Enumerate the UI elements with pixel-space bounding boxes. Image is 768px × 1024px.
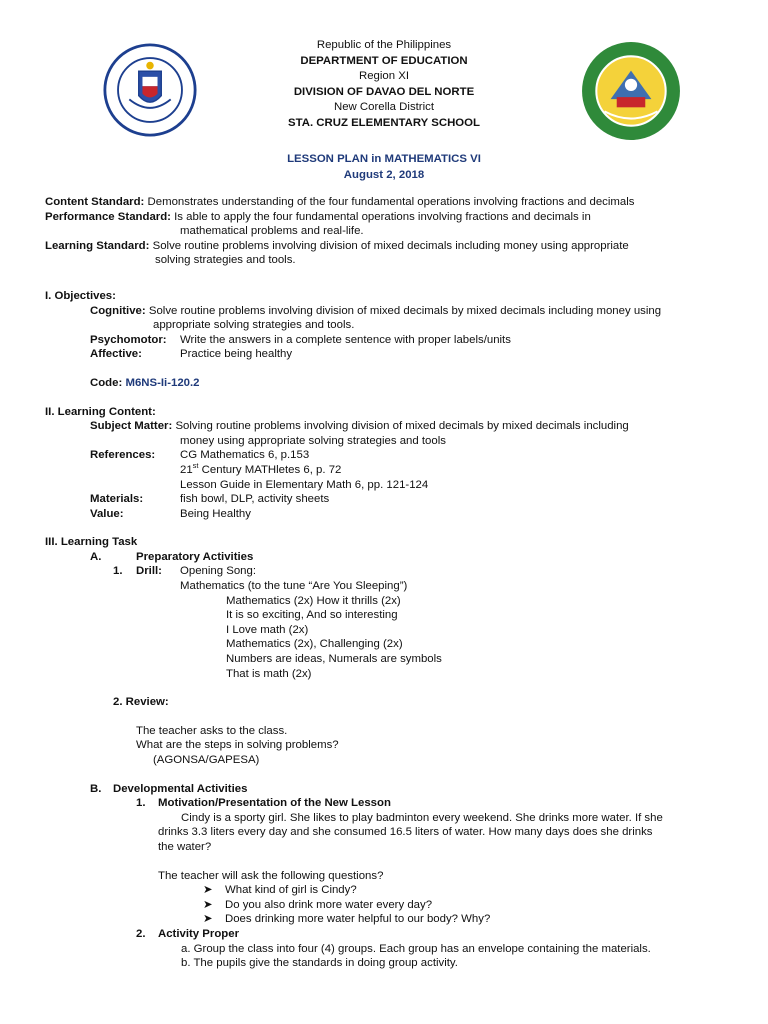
motivation-heading — [45, 796, 735, 811]
materials-text: fish bowl, DLP, activity sheets — [180, 493, 330, 506]
value-label: Value: — [90, 507, 124, 520]
song-lyrics — [45, 594, 735, 682]
list-item — [45, 912, 735, 927]
drill-label: Drill: — [136, 565, 162, 578]
materials-label: Materials: — [90, 493, 144, 506]
song-line: Mathematics (2x), Challenging (2x) — [226, 638, 403, 651]
performance-standard-text: Is able to apply the four fundamental operations involving fractions and decimals in — [174, 210, 591, 223]
reference-2-suffix: st — [192, 461, 199, 471]
lesson-body — [45, 195, 735, 971]
cognitive-label: Cognitive: — [90, 304, 146, 317]
psychomotor-text: Write the answers in a complete sentence with proper labels/units — [180, 333, 511, 346]
arrow-bullet-icon: ➤ — [203, 898, 213, 911]
code-value: M6NS-Ii-120.2 — [125, 376, 200, 389]
performance-standard — [45, 210, 735, 225]
list-item — [45, 898, 735, 913]
cognitive-objective — [45, 304, 735, 319]
objectives-heading: I. Objectives: — [45, 289, 116, 302]
objectives-table — [45, 333, 735, 362]
activity-item-a: a. Group the class into four (4) groups. Each group has an envelope containing the materials. — [181, 942, 651, 955]
lesson-date: August 2, 2018 — [343, 168, 425, 181]
review-label: 2. Review: — [113, 696, 169, 709]
subject-matter-cont: money using appropriate solving strategies and tools — [180, 434, 446, 447]
affective-label: Affective: — [90, 348, 142, 361]
story-line-3: the water? — [158, 840, 212, 853]
song-line: Numbers are ideas, Numerals are symbols — [226, 653, 442, 666]
psychomotor-label: Psychomotor: — [90, 333, 167, 346]
song-title: Mathematics (to the tune “Are You Sleeping”) — [180, 580, 408, 593]
learning-standard — [45, 239, 735, 254]
competency-code — [45, 376, 735, 391]
list-item — [45, 883, 735, 898]
questions-intro: The teacher will ask the following questions? — [158, 869, 384, 882]
learning-task-heading: III. Learning Task — [45, 536, 138, 549]
header-division: DIVISION OF DAVAO DEL NORTE — [293, 85, 475, 98]
preparatory-letter: A. — [90, 550, 102, 563]
drill-line — [45, 564, 735, 579]
subject-matter — [45, 419, 735, 434]
performance-standard-cont: mathematical problems and real-life. — [180, 225, 364, 238]
song-line: Mathematics (2x) How it thrills (2x) — [226, 594, 401, 607]
question-text: Do you also drink more water every day? — [225, 898, 433, 911]
motivation-number: 1. — [136, 797, 146, 810]
activity-heading — [45, 927, 735, 942]
song-line: I Love math (2x) — [226, 623, 309, 636]
content-standard-label: Content Standard: — [45, 196, 145, 208]
activity-title: Activity Proper — [158, 927, 240, 940]
learning-content-heading: II. Learning Content: — [45, 405, 156, 418]
document-header — [0, 38, 768, 132]
questions-list — [45, 883, 735, 927]
cognitive-text: Solve routine problems involving division of mixed decimals by mixed decimals including money using — [148, 304, 662, 317]
affective-text: Practice being healthy — [180, 348, 293, 361]
header-department: DEPARTMENT OF EDUCATION — [300, 54, 468, 67]
header-school: STA. CRUZ ELEMENTARY SCHOOL — [288, 116, 480, 129]
content-standard — [45, 195, 735, 210]
review-line-1: The teacher asks to the class. — [136, 724, 288, 737]
reference-1: CG Mathematics 6, p.153 — [180, 449, 310, 462]
song-line: It is so exciting, And so interesting — [226, 609, 398, 622]
story-line-2: drinks 3.3 liters every day and she consumed 16.5 liters of water. How many days does she drinks — [158, 826, 653, 839]
lesson-title: LESSON PLAN in MATHEMATICS VI — [287, 153, 481, 165]
code-label: Code: — [90, 376, 123, 389]
reference-2-text: Century MATHletes 6, p. 72 — [198, 463, 342, 476]
question-text: What kind of girl is Cindy? — [225, 884, 357, 897]
arrow-bullet-icon: ➤ — [203, 913, 213, 926]
activity-number: 2. — [136, 927, 146, 940]
learning-standard-text: Solve routine problems involving division of mixed decimals including money using appropriate — [152, 239, 629, 252]
review-line-2: What are the steps in solving problems? — [136, 739, 339, 752]
header-region: Region XI — [358, 70, 410, 83]
drill-number: 1. — [113, 565, 123, 578]
preparatory-heading — [45, 550, 735, 565]
activity-item-b: b. The pupils give the standards in doing group activity. — [181, 957, 458, 970]
story-line-1: Cindy is a sporty girl. She likes to play badminton every weekend. She drinks more water. If she — [181, 811, 663, 824]
header-republic: Republic of the Philippines — [316, 39, 452, 51]
reference-2 — [180, 463, 735, 478]
developmental-letter: B. — [90, 782, 102, 795]
content-table — [45, 434, 735, 522]
motivation-title: Motivation/Presentation of the New Lesson — [158, 797, 391, 810]
content-standard-text: Demonstrates understanding of the four fundamental operations involving fractions and decimals — [147, 196, 635, 208]
preparatory-title: Preparatory Activities — [136, 550, 254, 563]
header-district: New Corella District — [333, 101, 434, 114]
subject-matter-label: Subject Matter: — [90, 420, 173, 433]
performance-standard-label: Performance Standard: — [45, 210, 171, 223]
reference-3: Lesson Guide in Elementary Math 6, pp. 121-124 — [180, 478, 429, 491]
lesson-title-block — [0, 152, 768, 183]
review-line-3: (AGONSA/GAPESA) — [153, 754, 260, 766]
learning-standard-label: Learning Standard: — [45, 239, 150, 252]
reference-2-number: 21 — [180, 463, 193, 476]
arrow-bullet-icon: ➤ — [203, 884, 213, 897]
question-text: Does drinking more water helpful to our body? Why? — [225, 913, 491, 926]
developmental-heading — [45, 782, 735, 797]
learning-standard-cont: solving strategies and tools. — [155, 254, 296, 267]
value-text: Being Healthy — [180, 507, 251, 520]
song-line: That is math (2x) — [226, 667, 312, 680]
developmental-title: Developmental Activities — [113, 782, 248, 795]
references-label: References: — [90, 449, 156, 462]
subject-matter-text: Solving routine problems involving division of mixed decimals by mixed decimals including — [175, 420, 629, 433]
drill-text: Opening Song: — [180, 565, 256, 578]
cognitive-text-cont: appropriate solving strategies and tools. — [153, 319, 355, 332]
